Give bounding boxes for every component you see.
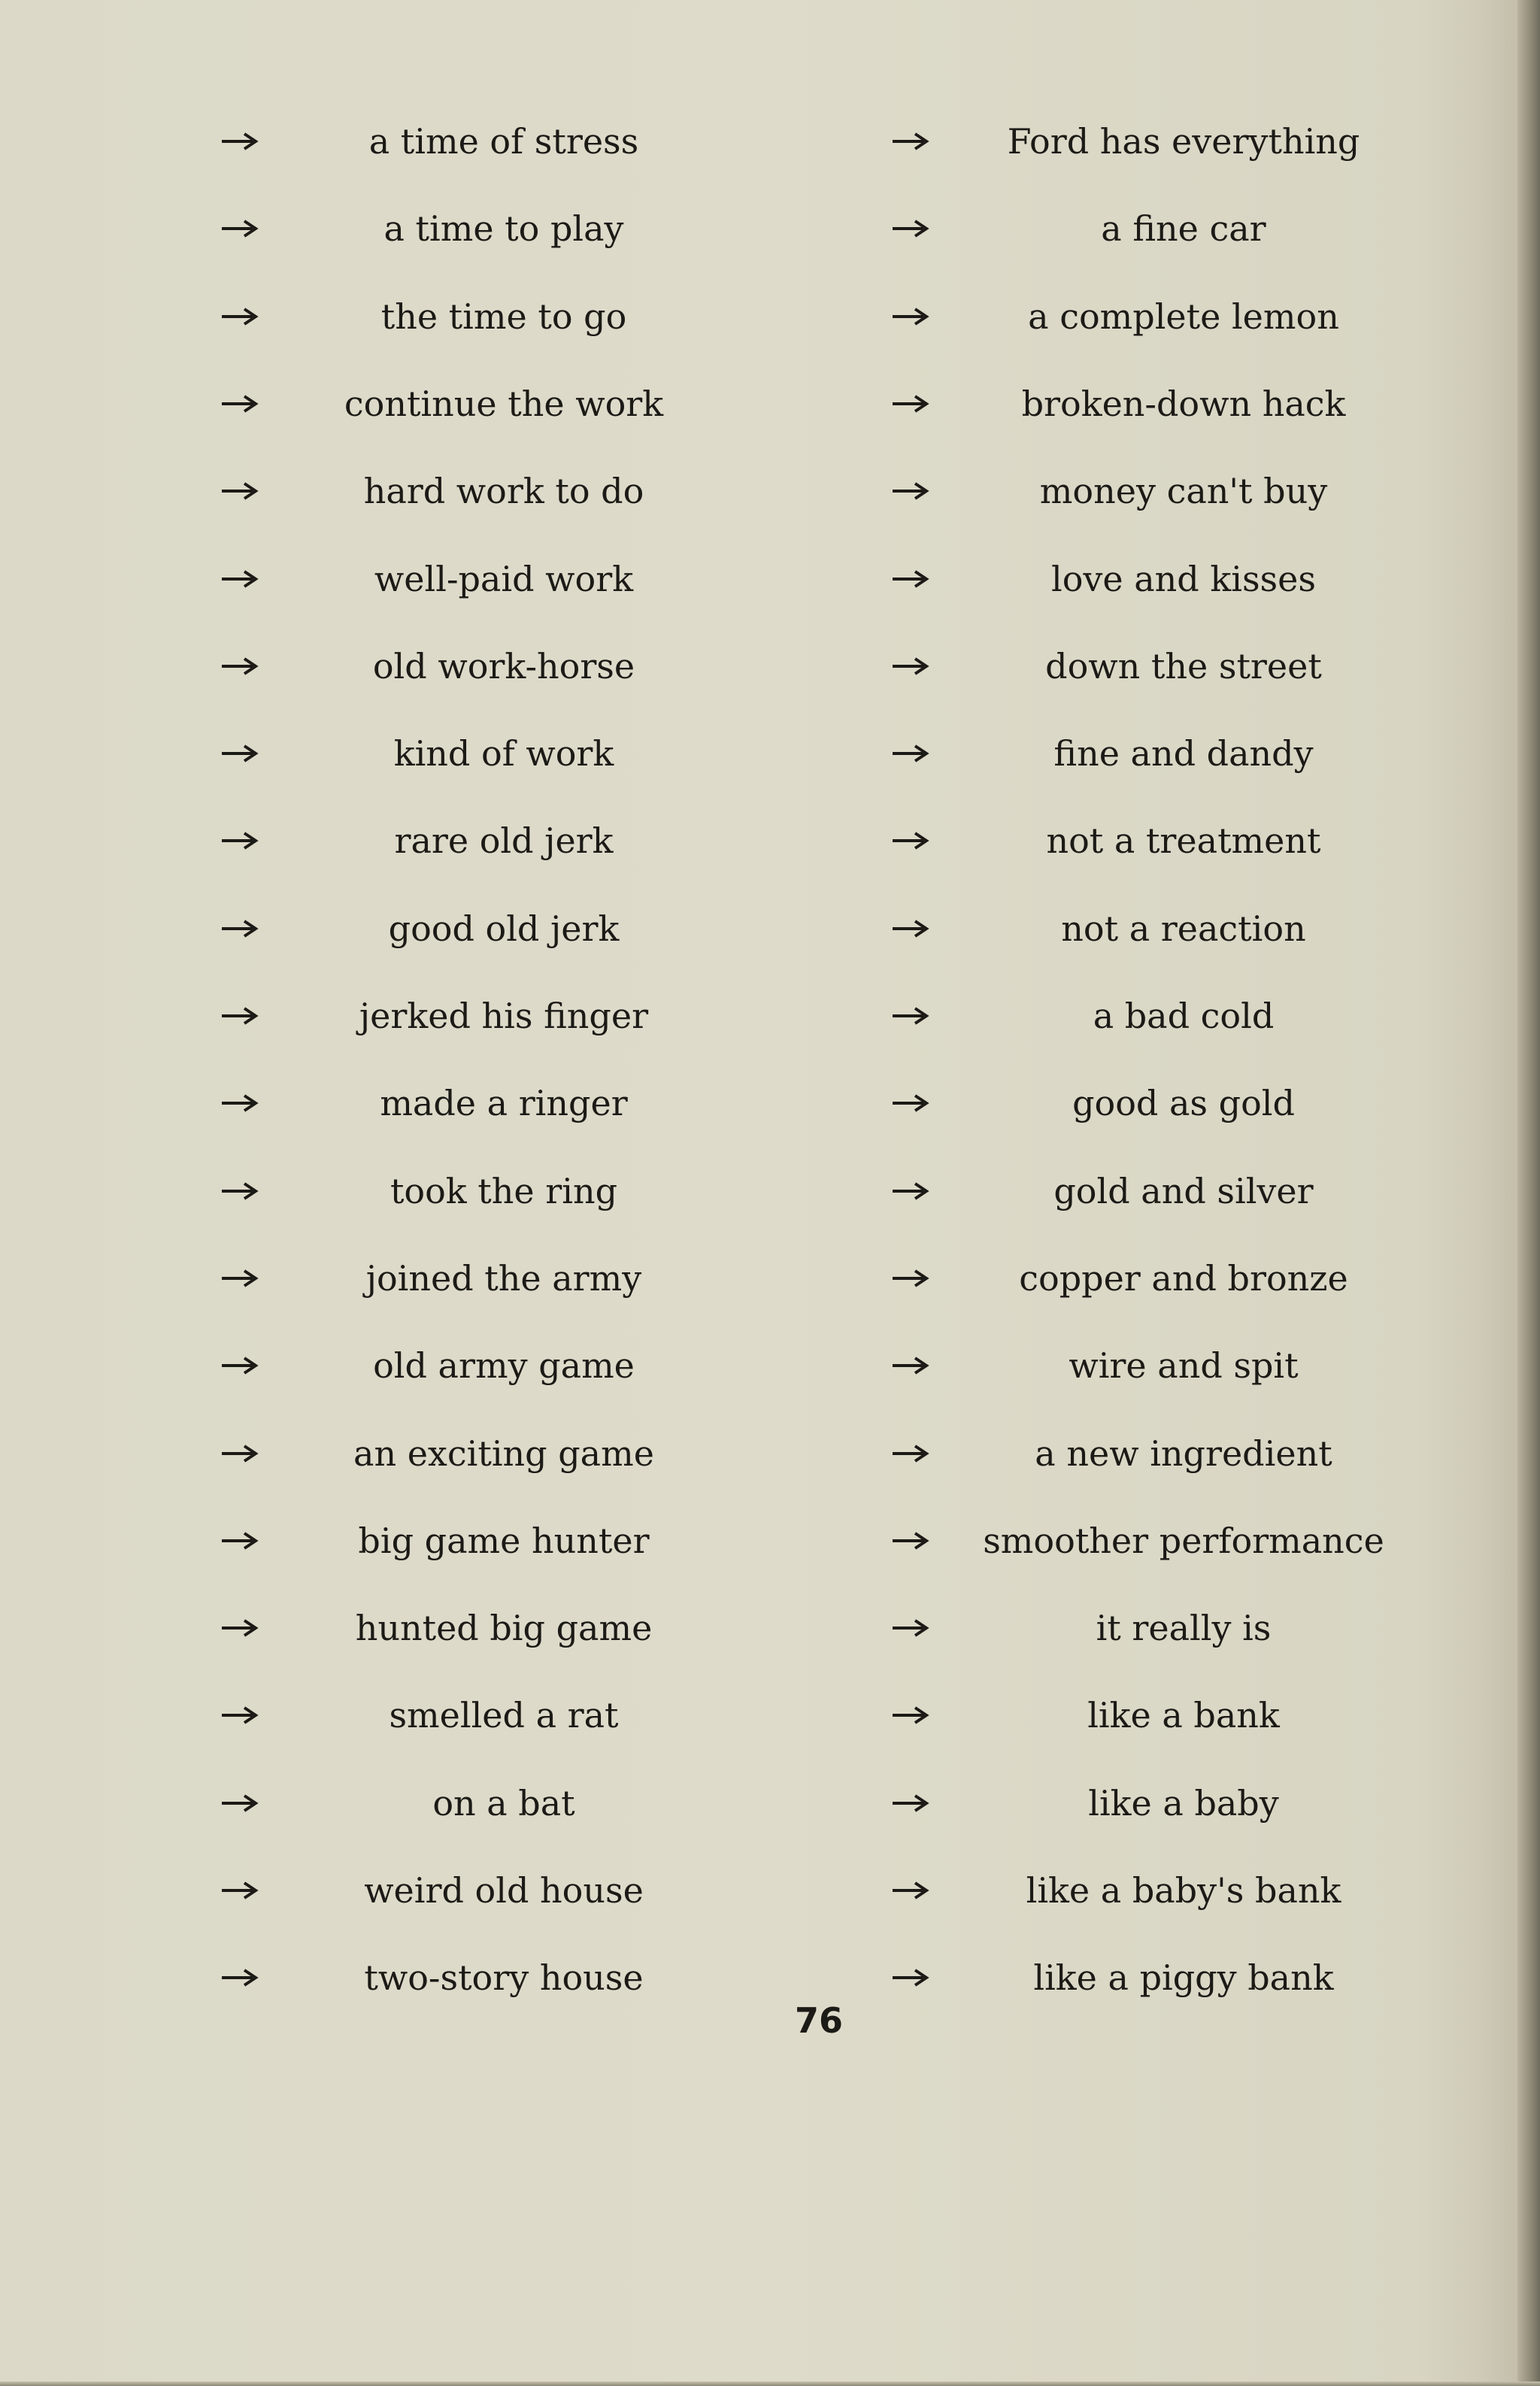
arrow-right-icon bbox=[217, 1685, 262, 1745]
phrase-text: an exciting game bbox=[353, 1433, 654, 1474]
arrow-right-icon bbox=[217, 549, 262, 609]
phrase-text: on a bat bbox=[432, 1782, 575, 1824]
arrow-right-icon bbox=[217, 461, 262, 521]
arrow-right-icon bbox=[217, 636, 262, 696]
phrase-entry bbox=[0, 1248, 770, 1308]
arrow-right-icon bbox=[217, 1335, 262, 1396]
arrow-right-icon bbox=[217, 811, 262, 871]
phrase-text: Ford has everything bbox=[1007, 121, 1360, 162]
phrase-text: not a treatment bbox=[1046, 820, 1321, 862]
phrase-text: a new ingredient bbox=[1035, 1433, 1332, 1474]
page-bottom-edge bbox=[0, 2381, 1540, 2386]
phrase-entry bbox=[0, 549, 770, 609]
phrase-text: a time to play bbox=[383, 208, 624, 250]
phrase-text: hunted big game bbox=[355, 1608, 653, 1649]
phrase-entry bbox=[0, 986, 770, 1046]
phrase-text: good as gold bbox=[1072, 1083, 1295, 1124]
phrase-entry bbox=[0, 1948, 770, 2008]
phrase-entry bbox=[0, 899, 770, 959]
arrow-right-icon bbox=[887, 461, 932, 521]
arrow-right-icon bbox=[217, 1860, 262, 1921]
phrase-entry bbox=[770, 1773, 1522, 1833]
arrow-right-icon bbox=[217, 287, 262, 347]
phrase-entry bbox=[770, 1860, 1522, 1921]
phrase-entry bbox=[770, 1423, 1522, 1484]
arrow-right-icon bbox=[217, 1423, 262, 1484]
phrase-text: like a baby bbox=[1088, 1782, 1279, 1824]
arrow-right-icon bbox=[887, 1335, 932, 1396]
page-number: 76 bbox=[794, 2000, 843, 2041]
phrase-entry bbox=[0, 1598, 770, 1658]
arrow-right-icon bbox=[887, 374, 932, 434]
phrase-entry bbox=[0, 723, 770, 784]
phrase-text: a bad cold bbox=[1093, 996, 1275, 1036]
arrow-right-icon bbox=[887, 1860, 932, 1921]
phrase-text: old work-horse bbox=[372, 645, 635, 687]
arrow-right-icon bbox=[217, 199, 262, 259]
phrase-entry bbox=[0, 461, 770, 521]
phrase-text: hard work to do bbox=[363, 471, 644, 512]
phrase-entry bbox=[770, 636, 1522, 696]
arrow-right-icon bbox=[217, 899, 262, 959]
arrow-right-icon bbox=[887, 549, 932, 609]
phrase-entry bbox=[0, 1423, 770, 1484]
phrase-text: old army game bbox=[373, 1345, 635, 1387]
phrase-entry bbox=[0, 111, 770, 171]
phrase-entry bbox=[770, 1511, 1522, 1571]
phrase-text: money can't buy bbox=[1039, 471, 1328, 512]
phrase-text: like a bank bbox=[1087, 1695, 1280, 1736]
phrase-entry bbox=[770, 1335, 1522, 1396]
phrase-entry bbox=[770, 374, 1522, 434]
arrow-right-icon bbox=[217, 986, 262, 1046]
phrase-entry bbox=[770, 111, 1522, 171]
arrow-right-icon bbox=[887, 986, 932, 1046]
phrase-text: a fine car bbox=[1101, 208, 1266, 250]
phrase-entry bbox=[770, 1248, 1522, 1308]
arrow-right-icon bbox=[887, 1248, 932, 1308]
arrow-right-icon bbox=[887, 636, 932, 696]
arrow-right-icon bbox=[217, 1073, 262, 1133]
phrase-text: continue the work bbox=[344, 383, 664, 424]
phrase-text: like a baby's bank bbox=[1026, 1870, 1341, 1911]
phrase-text: big game hunter bbox=[358, 1520, 650, 1561]
arrow-right-icon bbox=[887, 1423, 932, 1484]
phrase-text: the time to go bbox=[380, 296, 627, 337]
phrase-entry bbox=[0, 636, 770, 696]
arrow-right-icon bbox=[217, 1598, 262, 1658]
arrow-right-icon bbox=[217, 1773, 262, 1833]
arrow-right-icon bbox=[887, 1511, 932, 1571]
arrow-right-icon bbox=[887, 199, 932, 259]
arrow-right-icon bbox=[217, 1248, 262, 1308]
phrase-text: weird old house bbox=[364, 1870, 644, 1911]
arrow-right-icon bbox=[887, 1948, 932, 2008]
phrase-text: well-paid work bbox=[374, 558, 634, 599]
arrow-right-icon bbox=[887, 899, 932, 959]
arrow-right-icon bbox=[217, 723, 262, 784]
phrase-entry bbox=[770, 1948, 1522, 2008]
phrase-entry bbox=[0, 287, 770, 347]
arrow-right-icon bbox=[887, 1773, 932, 1833]
phrase-text: a complete lemon bbox=[1028, 296, 1339, 337]
arrow-right-icon bbox=[887, 1598, 932, 1658]
phrase-text: made a ringer bbox=[380, 1083, 628, 1124]
phrase-entry bbox=[0, 199, 770, 259]
phrase-entry bbox=[770, 1073, 1522, 1133]
phrase-text: two-story house bbox=[364, 1957, 644, 1999]
phrase-text: joined the army bbox=[365, 1257, 642, 1299]
phrase-text: down the street bbox=[1045, 645, 1322, 687]
phrase-entry bbox=[0, 1773, 770, 1833]
arrow-right-icon bbox=[887, 1073, 932, 1133]
phrase-entry bbox=[770, 549, 1522, 609]
phrase-text: broken-down hack bbox=[1021, 383, 1346, 424]
phrase-entry bbox=[770, 899, 1522, 959]
phrase-text: not a reaction bbox=[1061, 908, 1306, 949]
phrase-entry bbox=[0, 1073, 770, 1133]
arrow-right-icon bbox=[887, 723, 932, 784]
phrase-text: took the ring bbox=[390, 1170, 618, 1211]
phrase-entry bbox=[770, 1161, 1522, 1221]
phrase-entry bbox=[0, 1685, 770, 1745]
phrase-entry bbox=[770, 1685, 1522, 1745]
phrase-text: smoother performance bbox=[983, 1520, 1384, 1561]
phrase-entry bbox=[770, 287, 1522, 347]
phrase-text: kind of work bbox=[393, 733, 614, 775]
phrase-text: smelled a rat bbox=[389, 1695, 619, 1736]
phrase-entry bbox=[770, 723, 1522, 784]
arrow-right-icon bbox=[217, 111, 262, 171]
phrase-entry bbox=[0, 1511, 770, 1571]
phrase-entry bbox=[0, 374, 770, 434]
phrase-text: copper and bronze bbox=[1019, 1257, 1348, 1299]
phrase-entry bbox=[0, 1335, 770, 1396]
arrow-right-icon bbox=[217, 374, 262, 434]
phrase-text: rare old jerk bbox=[394, 820, 614, 862]
phrase-text: fine and dandy bbox=[1053, 733, 1314, 775]
phrase-text: gold and silver bbox=[1053, 1170, 1314, 1211]
phrase-entry bbox=[770, 461, 1522, 521]
phrase-entry bbox=[0, 1161, 770, 1221]
phrase-text: like a piggy bank bbox=[1033, 1957, 1334, 1999]
phrase-text: it really is bbox=[1096, 1608, 1272, 1649]
arrow-right-icon bbox=[887, 111, 932, 171]
book-spine-edge bbox=[1517, 0, 1540, 2386]
arrow-right-icon bbox=[887, 1161, 932, 1221]
arrow-right-icon bbox=[217, 1948, 262, 2008]
arrow-right-icon bbox=[887, 811, 932, 871]
arrow-right-icon bbox=[217, 1161, 262, 1221]
phrase-text: wire and spit bbox=[1069, 1345, 1299, 1387]
phrase-text: love and kisses bbox=[1051, 558, 1316, 599]
phrase-entry bbox=[770, 986, 1522, 1046]
arrow-right-icon bbox=[217, 1511, 262, 1571]
phrase-entry bbox=[0, 811, 770, 871]
arrow-right-icon bbox=[887, 287, 932, 347]
phrase-entry bbox=[770, 199, 1522, 259]
phrase-entry bbox=[770, 1598, 1522, 1658]
phrase-text: a time of stress bbox=[368, 121, 639, 162]
phrase-entry bbox=[770, 811, 1522, 871]
phrase-entry bbox=[0, 1860, 770, 1921]
phrase-text: good old jerk bbox=[388, 908, 620, 949]
arrow-right-icon bbox=[887, 1685, 932, 1745]
phrase-text: jerked his finger bbox=[359, 996, 649, 1036]
